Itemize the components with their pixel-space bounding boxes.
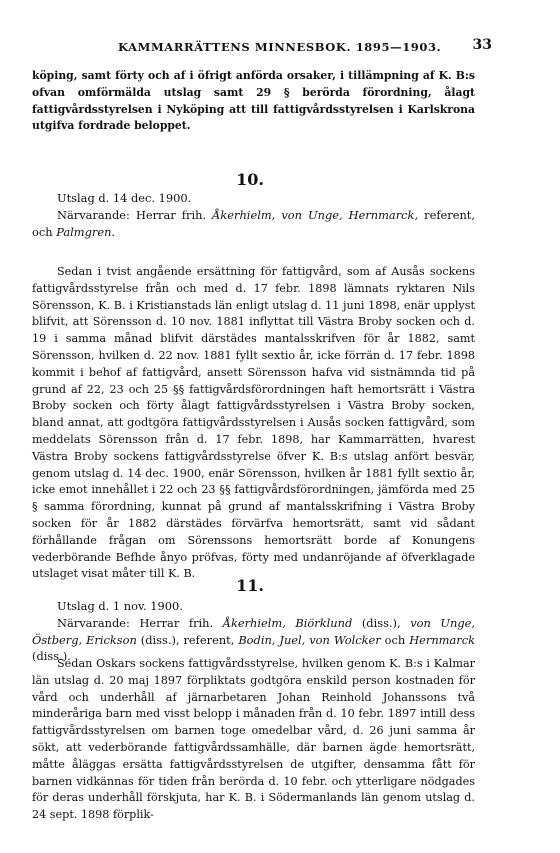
section-11-text: Sedan Oskars sockens fattigvårdsstyrelse, hvilken genom K. B:s i Kalmar län utslag d. 20 maj 1897 förpliktats godtgöra enskild person kostnaden för vård och underhåll af järnarbetaren Johan Reinhold Johanssons två minderåriga barn med visst belopp i månaden från d. 10 febr. 1897 intill dess fattigvårdsstyrelsen om barnen toge omedelbar vård, d. 26 juni samma år sökt, att vederbörande fattigvårdssamhälle, där barnen ägde hemortsrätt, måtte åläggas ersätta fattigvårdsstyrelsen de utgifter, densamma fått för barnen vidkännas för tiden från berörda d. 10 febr. och ytterligare nödgades för deras underhåll förskjuta, har K. B. i Södermanlands län genom utslag d. 24 sept. 1898 förplik- [32,657,475,822]
present-names: Åkerhielm, von Unge, Hernmarck, [212,207,419,222]
page-number: 33 [472,37,492,53]
section-11-date: Utslag d. 1 nov. 1900. [57,599,183,613]
section-number-10: 10. [236,170,264,189]
present-last: Palmgren. [56,224,116,239]
section-11-body [32,656,475,824]
section-number-11: 11. [236,576,264,595]
running-title: KAMMARRÄTTENS MINNESBOK. 1895—1903. [118,40,442,54]
present-diss-1: (diss.), [352,615,411,630]
section-10-body [32,264,475,583]
intro-text: köping, samt förty och af i öfrigt anförda orsaker, i tillämpning af K. B:s ofvan omförmälda utslag samt 29 § berörda förordning, ålagt fattigvårdsstyrelsen i Nyköping att till fattigvårdsstyrelsen i Karlskrona utgifva fordrade beloppet. [32,69,475,133]
present-diss-3: (diss.). [32,649,71,664]
intro-paragraph [32,68,475,135]
present-och: och [380,632,410,647]
present-names-3: Bodin, Juel, von Wolcker [238,632,381,647]
present-names-2: von Unge, Östberg, Erickson [32,615,476,647]
present-suffix: referent, och [32,207,476,239]
section-10-present [32,207,475,241]
section-10-text: Sedan i tvist angående ersättning för fattigvård, som af Ausås sockens fattigvårdsstyrelse från och med d. 17 febr. 1898 lämnats ryktaren Nils Sörensson, K. B. i Kristianstads län enligt utslag d. 11 juni 1898, enär upplyst blifvit, att Sörensson d. 10 nov. 1881 inflyttat till Västra Broby socken och d. 19 i samma månad blifvit därstädes mantalsskrifven för år 1882, samt Sörensson, hvilken d. 22 nov. 1881 fyllt sextio år, icke förrän d. 17 febr. 1898 kommit i behof af fattigvård, ansett Sörensson hafva vid sistnämnda tid på grund af 22, 23 och 25 §§ fattigvårdsförordningen haft hemortsrätt i Västra Broby socken och förty ålagt fattigvårdsstyrelsen i Västra Broby socken, bland annat, att godtgöra fattigvårdsstyrelsen i Ausås socken fattigvård, som meddelats Sörensson från d. 17 febr. 1898, har Kammarrätten, hvarest Västra Broby sockens fattigvårdsstyrelse öfver K. B:s utslag anfört besvär, genom utslag d. 14 dec. 1900, enär Sörensson, hvilken år 1881 fyllt sextio år, icke emot innehållet i 22 och 23 §§ fattigvårdsförordningen, jämförda med 25 § samma förordning, kunnat på grund af mantalsskrifning i Västra Broby socken för år 1882 därstädes förvärfva hemortsrätt, samt vid sådant förhållande frågan om Sörenssons hemortsrätt borde af Konungens vederbörande Befhde ånyo pröfvas, förty med undanröjande af öfverklagade utslaget visat måter till K. B. [32,265,475,581]
present-prefix: Närvarande: Herrar frih. [57,615,214,630]
present-names-1: Åkerhielm, Biörklund [222,615,353,630]
present-diss-2: (diss.), referent, [136,632,239,647]
present-names-4: Hernmarck [409,632,475,647]
section-10-date: Utslag d. 14 dec. 1900. [57,191,192,205]
present-prefix: Närvarande: Herrar frih. [57,207,207,222]
section-10-heading [32,190,475,240]
